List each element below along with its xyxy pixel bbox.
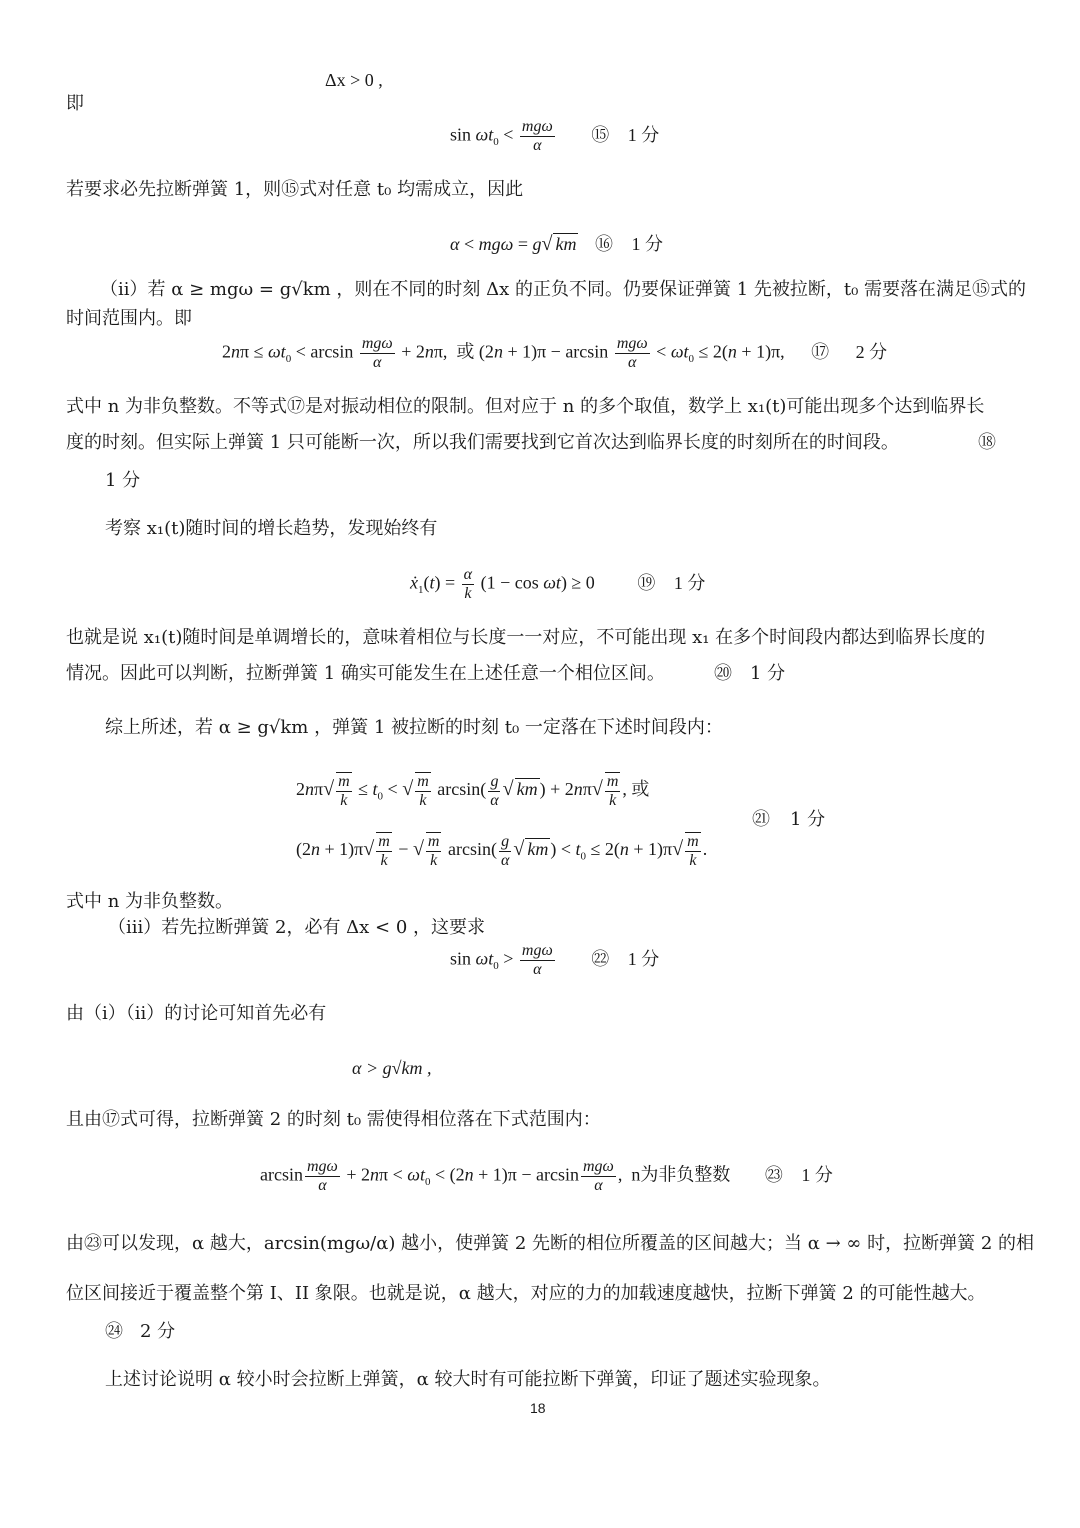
equation-23-note: n为非负整数 [631, 1164, 731, 1185]
score-23: 1 分 [801, 1164, 833, 1185]
eq-delta-x-positive: Δx > 0 , [325, 70, 383, 90]
equation-16: α < mgω = g√ km ⑯ 1 分 [450, 233, 663, 255]
equation-21-line-1: 2nπ√ $\frac{m}{k}$ ≤ $t_0$ < √ $\frac{m}{k}$ arcsin( $\frac{g}{\alpha}$ √ km ) + 2nπ√ $\frac{m}{k}$ , 或 [296, 772, 650, 809]
equation-22: $\sin \omega t_0$ > $\frac{\text{mgω}}{\alpha}$ ㉒ 1 分 [450, 942, 660, 978]
equation-19: ẋ$_1$(t) = $\frac{\alpha}{k}$ (1 − cos ωt) ≥ 0 ⑲ 1 分 [410, 566, 706, 602]
score-24: 2 分 [140, 1321, 176, 1342]
score-22: 1 分 [627, 948, 660, 969]
equation-tag-17: ⑰ [811, 341, 830, 362]
paragraph-line: 位区间接近于覆盖整个第 I、II 象限。也就是说，α 越大，对应的力的加载速度越快，拉断下弹簧 2 的可能性越大。 [66, 1283, 986, 1304]
paragraph-line: 考察 x₁(t)随时间的增长趋势，发现始终有 [105, 518, 438, 539]
equation-21-line-2: (2n + 1)π√ $\frac{m}{k}$ − √ $\frac{m}{k}$ arcsin( $\frac{g}{\alpha}$ √ km ) < $t_0 \le 2(n + 1)\pi√$ $\frac{m}{k}$ . [296, 832, 708, 869]
paragraph-line: 时间范围内。即 [66, 308, 192, 329]
score-21: 1 分 [790, 809, 826, 830]
paragraph-line: 情况。因此可以判断，拉断弹簧 1 确实可能发生在上述任意一个相位区间。 [66, 663, 665, 684]
paragraph-line: 由㉓可以发现，α 越大，arcsin(mgω/α) 越小，使弹簧 2 先断的相位所覆盖的区间越大；当 α → ∞ 时，拉断弹簧 2 的相 [66, 1233, 1035, 1254]
paragraph-line: （iii）若先拉断弹簧 2，必有 Δx < 0 ，这要求 [108, 917, 486, 938]
score-20: 1 分 [750, 663, 786, 684]
equation-tag-24: ㉔ [105, 1321, 123, 1342]
page-number: 18 [530, 1400, 546, 1416]
score-19: 1 分 [673, 572, 706, 593]
paragraph-line: （ii）若 α ≥ mgω = g√km ，则在不同的时刻 Δx 的正负不同。仍要保证弹簧 1 先被拉断，t₀ 需要落在满足⑮式的 [100, 279, 1027, 300]
equation-23: arcsin $\frac{\text{mgω}}{\alpha}$ + $2n\pi < \omega t_0 < (2n + 1)\pi - \arcsin$ $\frac{\text{mgω}}{\alpha}$ , n为非负整数 ㉓ 1 分 [260, 1158, 833, 1194]
paragraph-line: 若要求必先拉断弹簧 1，则⑮式对任意 t₀ 均需成立，因此 [66, 179, 524, 200]
equation-17: $2n\pi \le \omega t_0 < \arcsin$ $\frac{\text{mgω}}{\alpha}$ + 2nπ, 或 (2n + 1)π − arcsin $\frac{\text{mgω}}{\alpha}$ < $\omega t_0 \le 2(n + 1)\pi$, ⑰ 2 分 [222, 335, 888, 371]
equation-tag-16: ⑯ [594, 234, 613, 254]
equation-tag-20: ⑳ [714, 663, 732, 684]
equation-tag-23: ㉓ [764, 1164, 783, 1185]
equation-tag-19: ⑲ [637, 572, 656, 593]
equation-tag-15: ⑮ [591, 124, 610, 145]
equation-tag-21: ㉑ [752, 809, 770, 830]
paragraph-line: 上述讨论说明 α 较小时会拉断上弹簧，α 较大时有可能拉断下弹簧，印证了题述实验现象。 [105, 1369, 831, 1390]
paragraph-line: 度的时刻。但实际上弹簧 1 只可能断一次，所以我们需要找到它首次达到临界长度的时刻所在的时间段。 [66, 432, 899, 453]
text-ji: 即 [66, 93, 84, 114]
paragraph-line: 综上所述，若 α ≥ g√km ，弹簧 1 被拉断的时刻 t₀ 一定落在下述时间段内： [105, 717, 723, 738]
paragraph-line: 也就是说 x₁(t)随时间是单调增长的，意味着相位与长度一一对应，不可能出现 x₁ 在多个时间段内都达到临界长度的 [66, 627, 986, 648]
paragraph-line: 且由⑰式可得，拉断弹簧 2 的时刻 t₀ 需使得相位落在下式范围内： [66, 1109, 601, 1130]
score-18: 1 分 [105, 470, 141, 491]
paragraph-line: 式中 n 为非负整数。 [66, 891, 234, 912]
paragraph-line: 由（i）（ii）的讨论可知首先必有 [66, 1003, 327, 1024]
equation-15: $\sin \omega t_0$ < $\frac{\text{mgω}}{\alpha}$ ⑮ 1 分 [450, 118, 660, 154]
equation-tag-18: ⑱ [978, 432, 996, 453]
score-15: 1 分 [627, 124, 660, 145]
score-17: 2 分 [855, 341, 888, 362]
equation-alpha-gt: α > g√km , [352, 1058, 432, 1078]
score-16: 1 分 [631, 234, 663, 254]
equation-tag-22: ㉒ [591, 948, 610, 969]
paragraph-line: 式中 n 为非负整数。不等式⑰是对振动相位的限制。但对应于 n 的多个取值，数学上 x₁(t)可能出现多个达到临界长 [66, 396, 985, 417]
